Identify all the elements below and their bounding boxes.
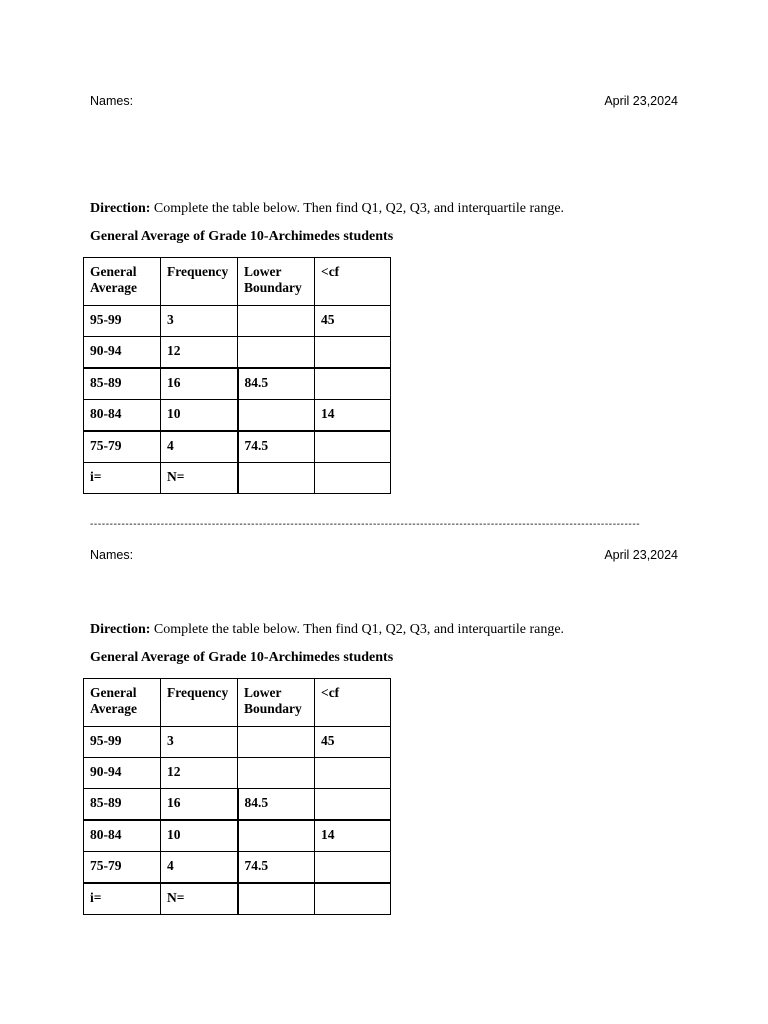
- header-general-average: General Average: [84, 679, 161, 727]
- table-row: [84, 368, 391, 400]
- direction-text: [90, 201, 564, 217]
- table-cell: [315, 368, 391, 400]
- table-cell: 10: [161, 820, 238, 852]
- table-cell: [315, 758, 391, 789]
- table-cell: [238, 883, 315, 915]
- table-cell: [315, 431, 391, 463]
- table-cell: 84.5: [238, 368, 315, 400]
- table-cell: i=: [84, 463, 161, 494]
- header-cf: <cf: [315, 679, 391, 727]
- direction-label: Direction:: [90, 622, 151, 637]
- header-frequency: Frequency: [161, 679, 238, 727]
- table-cell: 14: [315, 400, 391, 432]
- table-cell: 95-99: [84, 727, 161, 758]
- table-row: [84, 463, 391, 494]
- table-cell: 45: [315, 306, 391, 337]
- table-cell: 3: [161, 727, 238, 758]
- direction-label: Direction:: [90, 201, 151, 216]
- frequency-table: [83, 678, 391, 915]
- table-cell: [238, 306, 315, 337]
- header-lower-boundary: Lower Boundary: [238, 679, 315, 727]
- table-row: [84, 820, 391, 852]
- table-row: [84, 337, 391, 369]
- table-row: [84, 883, 391, 915]
- table-cell: 95-99: [84, 306, 161, 337]
- worksheet-header: [90, 94, 678, 108]
- table-cell: [238, 463, 315, 494]
- table-cell: [238, 758, 315, 789]
- names-label: Names:: [90, 548, 134, 562]
- table-row: [84, 758, 391, 789]
- table-header-row: [84, 679, 391, 727]
- table-cell: 90-94: [84, 758, 161, 789]
- header-general-average: General Average: [84, 258, 161, 306]
- frequency-table: [83, 257, 391, 494]
- table-cell: 16: [161, 789, 238, 821]
- table-cell: [238, 337, 315, 369]
- header-cf: <cf: [315, 258, 391, 306]
- table-cell: [315, 789, 391, 821]
- table-title: General Average of Grade 10-Archimedes students: [90, 650, 394, 665]
- table-row: [84, 431, 391, 463]
- table-cell: 45: [315, 727, 391, 758]
- table-cell: 80-84: [84, 400, 161, 432]
- direction-body: Complete the table below. Then find Q1, Q2, Q3, and interquartile range.: [150, 622, 565, 637]
- table-row: [84, 306, 391, 337]
- table-cell: 14: [315, 820, 391, 852]
- table-header-row: [84, 258, 391, 306]
- header-lower-boundary: Lower Boundary: [238, 258, 315, 306]
- cut-line-divider: --------------------------------------------------------------------------------------------------------------------------------------------: [90, 519, 641, 530]
- table-cell: [238, 727, 315, 758]
- table-cell: 12: [161, 758, 238, 789]
- names-label: Names:: [90, 94, 134, 108]
- table-cell: 74.5: [238, 852, 315, 884]
- table-cell: 10: [161, 400, 238, 432]
- table-cell: [238, 400, 315, 432]
- direction-text: [90, 622, 564, 638]
- table-cell: 4: [161, 852, 238, 884]
- table-cell: 4: [161, 431, 238, 463]
- table-cell: [315, 852, 391, 884]
- table-cell: N=: [161, 463, 238, 494]
- table-cell: 85-89: [84, 368, 161, 400]
- table-title: General Average of Grade 10-Archimedes students: [90, 229, 394, 244]
- table-row: [84, 400, 391, 432]
- table-cell: 74.5: [238, 431, 315, 463]
- table-cell: 3: [161, 306, 238, 337]
- table-cell: 85-89: [84, 789, 161, 821]
- table-row: [84, 852, 391, 884]
- table-cell: 75-79: [84, 852, 161, 884]
- table-cell: [315, 337, 391, 369]
- table-cell: 90-94: [84, 337, 161, 369]
- date-label: April 23,2024: [604, 94, 678, 108]
- table-cell: 84.5: [238, 789, 315, 821]
- header-frequency: Frequency: [161, 258, 238, 306]
- table-row: [84, 727, 391, 758]
- date-label: April 23,2024: [604, 548, 678, 562]
- table-cell: [315, 463, 391, 494]
- table-cell: [315, 883, 391, 915]
- table-cell: 75-79: [84, 431, 161, 463]
- table-row: [84, 789, 391, 821]
- table-cell: 80-84: [84, 820, 161, 852]
- table-cell: 12: [161, 337, 238, 369]
- table-cell: 16: [161, 368, 238, 400]
- direction-body: Complete the table below. Then find Q1, Q2, Q3, and interquartile range.: [150, 201, 565, 216]
- table-cell: [238, 820, 315, 852]
- table-cell: i=: [84, 883, 161, 915]
- table-cell: N=: [161, 883, 238, 915]
- worksheet-header: [90, 548, 678, 562]
